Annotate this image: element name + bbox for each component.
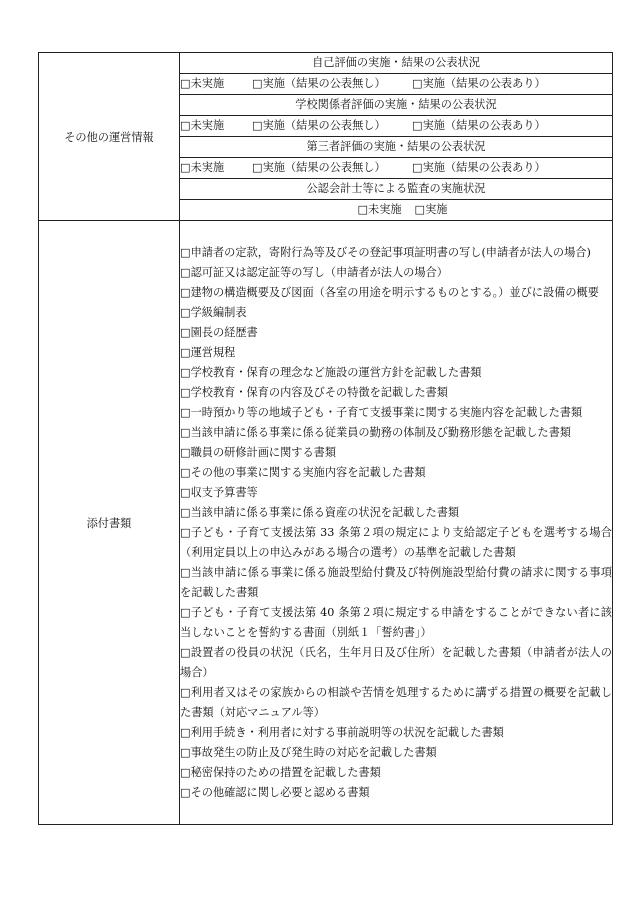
stakeholder-eval-done-published-checkbox[interactable]: □実施（結果の公表あり） [412,119,546,132]
attachment-item-accident-prevention[interactable]: □事故発生の防止及び発生時の対応を記載した書類 [180,745,437,759]
other-operation-info-label: その他の運営情報 [39,53,180,221]
self-eval-header-row [39,53,613,74]
attachment-item-education-content[interactable]: □学校教育・保育の内容及びその特徴を記載した書類 [180,385,448,399]
stakeholder-eval-header: 学校関係者評価の実施・結果の公表状況 [180,95,613,116]
attachment-item-pledge[interactable]: □子ども・子育て支援法第 40 条第２項に規定する申請をすることができない者に該当しないことを誓約する書面（別紙１「誓約書」） [180,605,612,639]
third-party-eval-not-done-checkbox[interactable]: □未実施 [180,161,225,174]
self-eval-done-published-checkbox[interactable]: □実施（結果の公表あり） [412,77,546,90]
attachment-item-principal-resume[interactable]: □園長の経歴書 [180,325,258,339]
self-eval-header: 自己評価の実施・結果の公表状況 [180,53,613,74]
attachment-item-other-required[interactable]: □その他確認に関し必要と認める書類 [180,785,370,799]
attachment-item-confidentiality[interactable]: □秘密保持のための措置を記載した書類 [180,765,381,779]
attachment-item-operating-rules[interactable]: □運営規程 [180,345,236,359]
application-form-table [38,52,613,825]
stakeholder-eval-done-unpublished-checkbox[interactable]: □実施（結果の公表無し） [252,119,386,132]
attachment-item-building-plans[interactable]: □建物の構造概要及び図面（各室の用途を明示するものとする。）並びに設備の概要 [180,285,599,299]
attachment-item-articles-of-incorporation[interactable]: □申請者の定款，寄附行為等及びその登記事項証明書の写し(申請者が法人の場合) [180,245,591,259]
attachment-item-officers[interactable]: □設置者の役員の状況（氏名，生年月日及び住所）を記載した書類（申請者が法人の場合） [180,645,612,679]
attachment-item-community-support[interactable]: □一時預かり等の地域子ども・子育て支援事業に関する実施内容を記載した書類 [180,405,583,419]
third-party-eval-done-published-checkbox[interactable]: □実施（結果の公表あり） [412,161,546,174]
attachment-item-budget[interactable]: □収支予算書等 [180,485,258,499]
attachment-item-staff-training[interactable]: □職員の研修計画に関する書類 [180,445,337,459]
stakeholder-eval-not-done-checkbox[interactable]: □未実施 [180,119,225,132]
attachment-item-operating-policy[interactable]: □学校教育・保育の理念など施設の運営方針を記載した書類 [180,365,482,379]
attachments-row [39,221,613,825]
audit-options [180,200,613,221]
stakeholder-eval-options [180,116,613,137]
attachment-item-class-organization[interactable]: □学級編制表 [180,305,247,319]
attachments-label: 添付書類 [39,221,180,825]
audit-header: 公認会計士等による監査の実施状況 [180,179,613,200]
attachment-item-license-copy[interactable]: □認可証又は認定証等の写し（申請者が法人の場合） [180,265,448,279]
attachment-item-complaint-handling[interactable]: □利用者又はその家族からの相談や苦情を処理するために講ずる措置の概要を記載した書類（対応マニュアル等） [180,685,612,719]
self-eval-not-done-checkbox[interactable]: □未実施 [180,77,225,90]
attachment-item-usage-procedure[interactable]: □利用手続き・利用者に対する事前説明等の状況を記載した書類 [180,725,504,739]
attachment-item-assets[interactable]: □当該申請に係る事業に係る資産の状況を記載した書類 [180,505,460,519]
third-party-eval-header: 第三者評価の実施・結果の公表状況 [180,137,613,158]
third-party-eval-done-unpublished-checkbox[interactable]: □実施（結果の公表無し） [252,161,386,174]
audit-done-checkbox[interactable]: □実施 [414,203,448,216]
attachment-item-benefit-claims[interactable]: □当該申請に係る事業に係る施設型給付費及び特例施設型給付費の請求に関する事項を記載した書類 [180,565,612,599]
self-eval-done-unpublished-checkbox[interactable]: □実施（結果の公表無し） [252,77,386,90]
attachment-item-other-business[interactable]: □その他の事業に関する実施内容を記載した書類 [180,465,426,479]
attachment-item-selection-criteria[interactable]: □子ども・子育て支援法第 33 条第２項の規定により支給認定子どもを選考する場合（利用定員以上の申込みがある場合の選考）の基準を記載した書類 [180,525,612,559]
self-eval-options [180,74,613,95]
third-party-eval-options [180,158,613,179]
audit-not-done-checkbox[interactable]: □未実施 [357,203,402,216]
attachments-list [180,221,613,825]
attachment-item-staff-work-system[interactable]: □当該申請に係る事業に係る従業員の勤務の体制及び勤務形態を記載した書類 [180,425,571,439]
